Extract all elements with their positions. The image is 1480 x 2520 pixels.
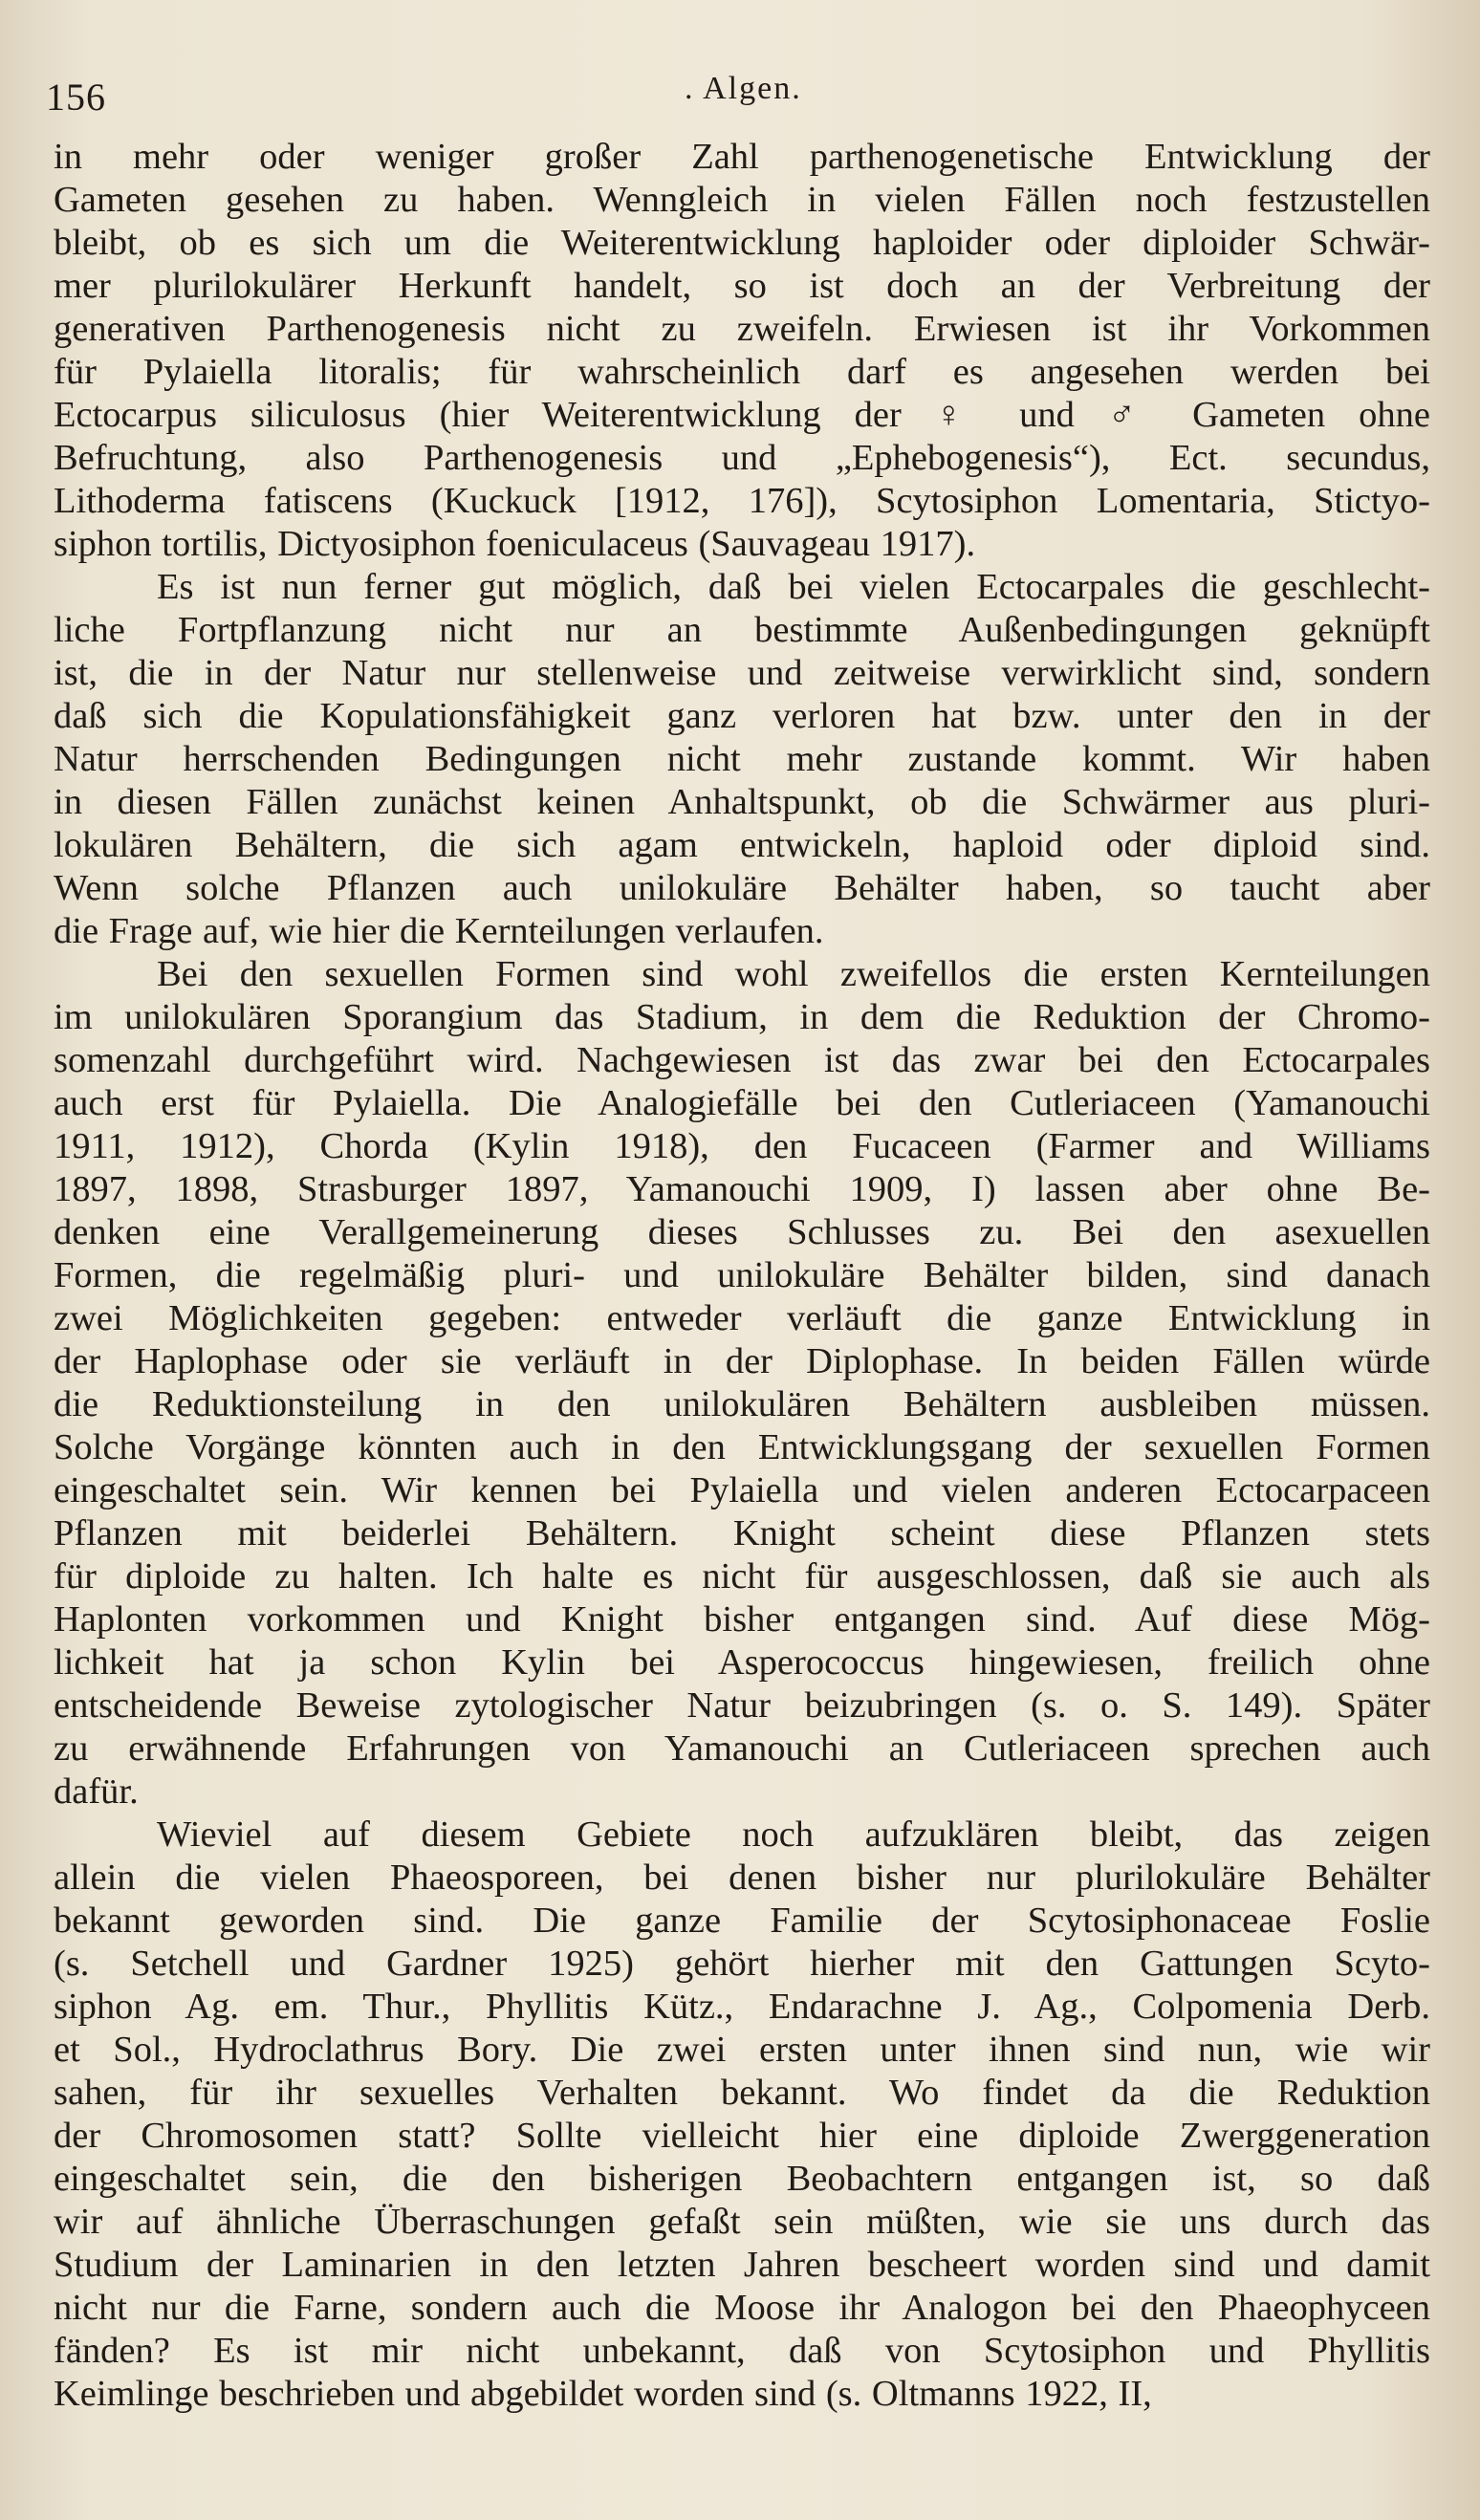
text-line: Befruchtung, also Parthenogenesis und „Ephebogenesis“), Ect. secundus, xyxy=(54,438,1430,478)
text-line: im unilokulären Sporangium das Stadium, in dem die Reduktion der Chromo- xyxy=(54,997,1430,1037)
text-line: denken eine Verallgemeinerung dieses Schlusses zu. Bei den asexuellen xyxy=(54,1212,1430,1252)
running-head: . Algen. xyxy=(685,71,802,106)
text-line: entscheidende Beweise zytologischer Natur beizubringen (s. o. S. 149). Später xyxy=(54,1685,1430,1726)
body-text xyxy=(54,136,1430,2416)
text-line: eingeschaltet sein, die den bisherigen Beobachtern entgangen ist, so daß xyxy=(54,2159,1430,2199)
text-line: in mehr oder weniger großer Zahl parthenogenetische Entwicklung der xyxy=(54,137,1430,177)
text-line: siphon tortilis, Dictyosiphon foeniculaceus (Sauvageau 1917). xyxy=(54,524,976,564)
text-line: lichkeit hat ja schon Kylin bei Asperococcus hingewiesen, freilich ohne xyxy=(54,1642,1430,1683)
text-line: Bei den sexuellen Formen sind wohl zweifellos die ersten Kernteilungen xyxy=(157,954,1430,994)
text-line: Haplonten vorkommen und Knight bisher entgangen sind. Auf diese Mög- xyxy=(54,1599,1430,1640)
text-line: Keimlinge beschrieben und abgebildet worden sind (s. Oltmanns 1922, II, xyxy=(54,2374,1152,2414)
text-line: der Chromosomen statt? Sollte vielleicht hier eine diploide Zwerggeneration xyxy=(54,2116,1430,2156)
text-line: ist, die in der Natur nur stellenweise und zeitweise verwirklicht sind, sondern xyxy=(54,653,1430,693)
text-line: Pflanzen mit beiderlei Behältern. Knight scheint diese Pflanzen stets xyxy=(54,1513,1430,1553)
text-line: die Reduktionsteilung in den unilokulären Behältern ausbleiben müssen. xyxy=(54,1384,1430,1424)
text-line: dafür. xyxy=(54,1771,139,1812)
text-line: Solche Vorgänge könnten auch in den Entwicklungsgang der sexuellen Formen xyxy=(54,1427,1430,1467)
text-line: generativen Parthenogenesis nicht zu zweifeln. Erwiesen ist ihr Vorkommen xyxy=(54,309,1430,349)
text-line: Wieviel auf diesem Gebiete noch aufzuklären bleibt, das zeigen xyxy=(157,1814,1430,1855)
text-line: für diploide zu halten. Ich halte es nicht für ausgeschlossen, daß sie auch als xyxy=(54,1556,1430,1597)
text-line: liche Fortpflanzung nicht nur an bestimmte Außenbedingungen geknüpft xyxy=(54,610,1430,650)
text-line: 1897, 1898, Strasburger 1897, Yamanouchi 1909, I) lassen aber ohne Be- xyxy=(54,1169,1430,1209)
text-line: Ectocarpus siliculosus (hier Weiterentwicklung der ♀ und ♂ Gameten ohne xyxy=(54,395,1430,435)
text-line: Studium der Laminarien in den letzten Jahren bescheert worden sind und damit xyxy=(54,2245,1430,2285)
text-line: (s. Setchell und Gardner 1925) gehört hierher mit den Gattungen Scyto- xyxy=(54,1944,1430,1984)
text-line: Es ist nun ferner gut möglich, daß bei vielen Ectocarpales die geschlecht- xyxy=(157,567,1430,607)
text-line: zwei Möglichkeiten gegeben: entweder verläuft die ganze Entwicklung in xyxy=(54,1298,1430,1338)
text-line: wir auf ähnliche Überraschungen gefaßt sein müßten, wie sie uns durch das xyxy=(54,2202,1430,2242)
text-line: auch erst für Pylaiella. Die Analogiefälle bei den Cutleriaceen (Yamanouchi xyxy=(54,1083,1430,1123)
text-line: 1911, 1912), Chorda (Kylin 1918), den Fucaceen (Farmer and Williams xyxy=(54,1126,1430,1166)
text-line: Wenn solche Pflanzen auch unilokuläre Behälter haben, so taucht aber xyxy=(54,868,1430,908)
page-number: 156 xyxy=(46,76,106,119)
text-line: bekannt geworden sind. Die ganze Familie der Scytosiphonaceae Foslie xyxy=(54,1901,1430,1941)
text-line: Gameten gesehen zu haben. Wenngleich in vielen Fällen noch festzustellen xyxy=(54,180,1430,220)
text-line: in diesen Fällen zunächst keinen Anhaltspunkt, ob die Schwärmer aus pluri- xyxy=(54,782,1430,822)
text-line: fänden? Es ist mir nicht unbekannt, daß von Scytosiphon und Phyllitis xyxy=(54,2331,1430,2371)
text-line: bleibt, ob es sich um die Weiterentwicklung haploider oder diploider Schwär- xyxy=(54,223,1430,263)
text-line: mer plurilokulärer Herkunft handelt, so ist doch an der Verbreitung der xyxy=(54,266,1430,306)
text-line: eingeschaltet sein. Wir kennen bei Pylaiella und vielen anderen Ectocarpaceen xyxy=(54,1470,1430,1510)
text-line: sahen, für ihr sexuelles Verhalten bekannt. Wo findet da die Reduktion xyxy=(54,2073,1430,2113)
text-line: lokulären Behältern, die sich agam entwickeln, haploid oder diploid sind. xyxy=(54,825,1430,865)
text-line: für Pylaiella litoralis; für wahrscheinlich darf es angesehen werden bei xyxy=(54,352,1430,392)
text-line: zu erwähnende Erfahrungen von Yamanouchi an Cutleriaceen sprechen auch xyxy=(54,1728,1430,1769)
page-header xyxy=(46,71,1423,122)
text-line: siphon Ag. em. Thur., Phyllitis Kütz., Endarachne J. Ag., Colpomenia Derb. xyxy=(54,1987,1430,2027)
text-line: der Haplophase oder sie verläuft in der Diplophase. In beiden Fällen würde xyxy=(54,1341,1430,1381)
text-line: Formen, die regelmäßig pluri- und unilokuläre Behälter bilden, sind danach xyxy=(54,1255,1430,1295)
text-line: allein die vielen Phaeosporeen, bei denen bisher nur plurilokuläre Behälter xyxy=(54,1857,1430,1898)
text-line: Natur herrschenden Bedingungen nicht mehr zustande kommt. Wir haben xyxy=(54,739,1430,779)
text-line: die Frage auf, wie hier die Kernteilungen verlaufen. xyxy=(54,911,824,951)
text-line: et Sol., Hydroclathrus Bory. Die zwei ersten unter ihnen sind nun, wie wir xyxy=(54,2030,1430,2070)
text-line: somenzahl durchgeführt wird. Nachgewiesen ist das zwar bei den Ectocarpales xyxy=(54,1040,1430,1080)
text-line: nicht nur die Farne, sondern auch die Moose ihr Analogon bei den Phaeophyceen xyxy=(54,2288,1430,2328)
text-line: daß sich die Kopulationsfähigkeit ganz verloren hat bzw. unter den in der xyxy=(54,696,1430,736)
text-line: Lithoderma fatiscens (Kuckuck [1912, 176]), Scytosiphon Lomentaria, Stictyo- xyxy=(54,481,1430,521)
